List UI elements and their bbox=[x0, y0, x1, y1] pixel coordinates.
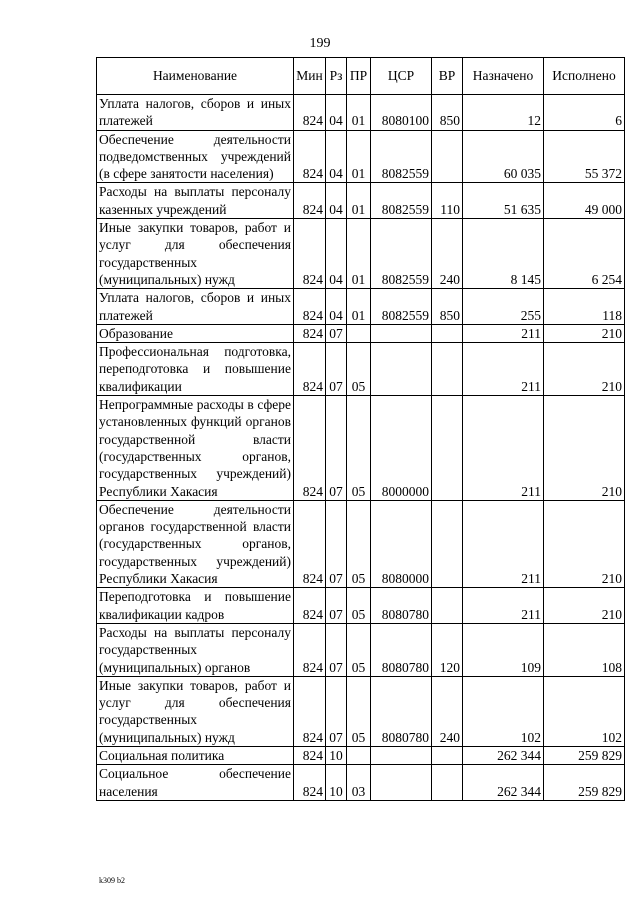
row-csr: 8080000 bbox=[371, 500, 432, 587]
row-name: Обеспечение деятельности органов государственной власти (государственных органов, государственных учреждений) Республики Хакасия bbox=[97, 500, 294, 587]
table-row bbox=[97, 289, 625, 325]
table-row bbox=[97, 588, 625, 624]
row-min: 824 bbox=[294, 289, 326, 325]
row-vr: 110 bbox=[432, 183, 463, 219]
row-min: 824 bbox=[294, 219, 326, 289]
row-pr: 01 bbox=[347, 219, 371, 289]
header-rz: Рз bbox=[326, 58, 347, 95]
table-row bbox=[97, 219, 625, 289]
row-assigned: 211 bbox=[463, 396, 544, 501]
row-vr bbox=[432, 765, 463, 801]
row-assigned: 60 035 bbox=[463, 130, 544, 183]
row-assigned: 102 bbox=[463, 676, 544, 746]
row-csr: 8080780 bbox=[371, 676, 432, 746]
row-vr bbox=[432, 500, 463, 587]
row-csr: 8000000 bbox=[371, 396, 432, 501]
row-min: 824 bbox=[294, 95, 326, 131]
row-pr: 01 bbox=[347, 183, 371, 219]
row-executed: 6 bbox=[544, 95, 625, 131]
row-name: Социальное обеспечение населения bbox=[97, 765, 294, 801]
row-executed: 210 bbox=[544, 500, 625, 587]
row-min: 824 bbox=[294, 623, 326, 676]
row-executed: 259 829 bbox=[544, 765, 625, 801]
header-csr: ЦСР bbox=[371, 58, 432, 95]
row-csr: 8082559 bbox=[371, 183, 432, 219]
row-executed: 210 bbox=[544, 396, 625, 501]
row-csr bbox=[371, 765, 432, 801]
table-header-row bbox=[97, 58, 625, 95]
row-name: Расходы на выплаты персоналу казенных учреждений bbox=[97, 183, 294, 219]
row-executed: 55 372 bbox=[544, 130, 625, 183]
row-pr: 01 bbox=[347, 289, 371, 325]
row-assigned: 255 bbox=[463, 289, 544, 325]
row-rz: 04 bbox=[326, 95, 347, 131]
row-pr bbox=[347, 324, 371, 342]
row-name: Профессиональная подготовка, переподготовка и повышение квалификации bbox=[97, 343, 294, 396]
row-csr: 8082559 bbox=[371, 219, 432, 289]
row-name: Уплата налогов, сборов и иных платежей bbox=[97, 289, 294, 325]
budget-table bbox=[96, 57, 625, 801]
row-executed: 259 829 bbox=[544, 746, 625, 764]
table-row bbox=[97, 183, 625, 219]
row-csr bbox=[371, 746, 432, 764]
row-csr: 8080780 bbox=[371, 588, 432, 624]
row-pr bbox=[347, 746, 371, 764]
row-rz: 07 bbox=[326, 343, 347, 396]
row-vr: 240 bbox=[432, 676, 463, 746]
row-rz: 04 bbox=[326, 130, 347, 183]
row-min: 824 bbox=[294, 396, 326, 501]
row-name: Уплата налогов, сборов и иных платежей bbox=[97, 95, 294, 131]
row-vr: 850 bbox=[432, 289, 463, 325]
row-vr: 120 bbox=[432, 623, 463, 676]
row-vr bbox=[432, 588, 463, 624]
row-pr: 05 bbox=[347, 500, 371, 587]
table-row bbox=[97, 324, 625, 342]
row-pr: 05 bbox=[347, 343, 371, 396]
row-rz: 10 bbox=[326, 765, 347, 801]
row-assigned: 211 bbox=[463, 324, 544, 342]
row-assigned: 51 635 bbox=[463, 183, 544, 219]
row-pr: 05 bbox=[347, 588, 371, 624]
row-assigned: 211 bbox=[463, 588, 544, 624]
row-csr: 8082559 bbox=[371, 130, 432, 183]
row-rz: 10 bbox=[326, 746, 347, 764]
row-name: Иные закупки товаров, работ и услуг для обеспечения государственных (муниципальных) нужд bbox=[97, 219, 294, 289]
row-vr bbox=[432, 343, 463, 396]
row-vr: 240 bbox=[432, 219, 463, 289]
table-row bbox=[97, 95, 625, 131]
row-name: Иные закупки товаров, работ и услуг для обеспечения государственных (муниципальных) нужд bbox=[97, 676, 294, 746]
row-executed: 210 bbox=[544, 343, 625, 396]
header-name: Наименование bbox=[97, 58, 294, 95]
header-executed: Исполнено bbox=[544, 58, 625, 95]
table-row bbox=[97, 343, 625, 396]
row-rz: 07 bbox=[326, 623, 347, 676]
row-min: 824 bbox=[294, 183, 326, 219]
row-pr: 01 bbox=[347, 95, 371, 131]
table-row bbox=[97, 396, 625, 501]
row-vr bbox=[432, 130, 463, 183]
row-executed: 210 bbox=[544, 588, 625, 624]
row-executed: 210 bbox=[544, 324, 625, 342]
table-row bbox=[97, 746, 625, 764]
row-vr bbox=[432, 324, 463, 342]
row-min: 824 bbox=[294, 324, 326, 342]
row-name: Расходы на выплаты персоналу государственных (муниципальных) органов bbox=[97, 623, 294, 676]
row-min: 824 bbox=[294, 746, 326, 764]
row-pr: 01 bbox=[347, 130, 371, 183]
row-name: Образование bbox=[97, 324, 294, 342]
page-number: 199 bbox=[309, 36, 331, 51]
row-vr: 850 bbox=[432, 95, 463, 131]
row-name: Обеспечение деятельности подведомственных учреждений (в сфере занятости населения) bbox=[97, 130, 294, 183]
footer-code: k309 b2 bbox=[99, 876, 125, 885]
table-row bbox=[97, 676, 625, 746]
row-vr bbox=[432, 396, 463, 501]
row-assigned: 8 145 bbox=[463, 219, 544, 289]
row-csr: 8082559 bbox=[371, 289, 432, 325]
row-pr: 05 bbox=[347, 676, 371, 746]
row-assigned: 262 344 bbox=[463, 746, 544, 764]
row-csr: 8080100 bbox=[371, 95, 432, 131]
row-rz: 04 bbox=[326, 219, 347, 289]
header-pr: ПР bbox=[347, 58, 371, 95]
row-name: Непрограммные расходы в сфере установленных функций органов государственной власти (государственных органов, государственных учреждений) Республики Хакасия bbox=[97, 396, 294, 501]
row-min: 824 bbox=[294, 500, 326, 587]
row-vr bbox=[432, 746, 463, 764]
row-assigned: 109 bbox=[463, 623, 544, 676]
table-row bbox=[97, 500, 625, 587]
row-assigned: 211 bbox=[463, 500, 544, 587]
row-rz: 07 bbox=[326, 396, 347, 501]
header-assigned: Назначено bbox=[463, 58, 544, 95]
table-row bbox=[97, 130, 625, 183]
row-rz: 07 bbox=[326, 500, 347, 587]
table-body bbox=[97, 95, 625, 801]
row-name: Переподготовка и повышение квалификации кадров bbox=[97, 588, 294, 624]
row-name: Социальная политика bbox=[97, 746, 294, 764]
row-executed: 108 bbox=[544, 623, 625, 676]
row-assigned: 211 bbox=[463, 343, 544, 396]
row-assigned: 262 344 bbox=[463, 765, 544, 801]
row-min: 824 bbox=[294, 765, 326, 801]
row-min: 824 bbox=[294, 343, 326, 396]
row-executed: 6 254 bbox=[544, 219, 625, 289]
row-min: 824 bbox=[294, 130, 326, 183]
row-pr: 05 bbox=[347, 623, 371, 676]
row-executed: 118 bbox=[544, 289, 625, 325]
row-rz: 04 bbox=[326, 183, 347, 219]
row-pr: 05 bbox=[347, 396, 371, 501]
table-row bbox=[97, 623, 625, 676]
row-min: 824 bbox=[294, 676, 326, 746]
row-min: 824 bbox=[294, 588, 326, 624]
row-csr bbox=[371, 343, 432, 396]
header-min: Мин bbox=[294, 58, 326, 95]
row-pr: 03 bbox=[347, 765, 371, 801]
row-rz: 07 bbox=[326, 588, 347, 624]
row-executed: 49 000 bbox=[544, 183, 625, 219]
row-csr: 8080780 bbox=[371, 623, 432, 676]
header-vr: ВР bbox=[432, 58, 463, 95]
row-assigned: 12 bbox=[463, 95, 544, 131]
row-rz: 04 bbox=[326, 289, 347, 325]
row-rz: 07 bbox=[326, 676, 347, 746]
table-row bbox=[97, 765, 625, 801]
row-executed: 102 bbox=[544, 676, 625, 746]
row-csr bbox=[371, 324, 432, 342]
row-rz: 07 bbox=[326, 324, 347, 342]
